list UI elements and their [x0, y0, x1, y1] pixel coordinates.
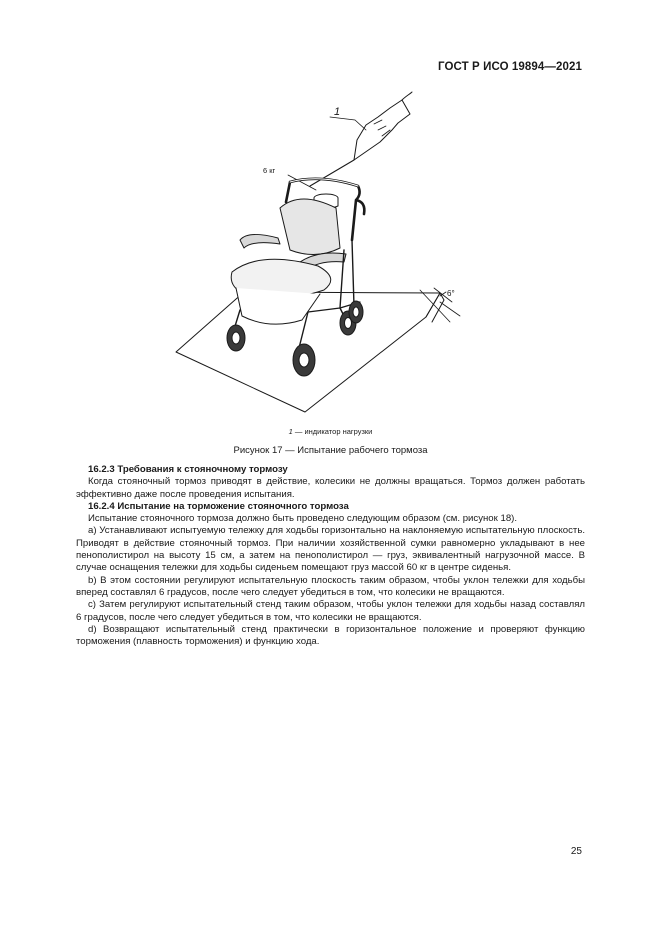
paragraph: Испытание стояночного тормоза должно быть проведено следующим образом (см. рисунок 18).	[88, 513, 518, 525]
weight-label: 6 кг	[263, 166, 276, 175]
wheel-front-right	[349, 301, 363, 323]
body-text	[76, 464, 585, 648]
callout-number: 1	[334, 106, 341, 118]
wheel-rear-left	[227, 325, 245, 351]
section-heading: 16.2.4 Испытание на торможение стояночного тормоза	[88, 500, 349, 512]
angle-label: 6°	[447, 289, 455, 298]
paragraph: d) Возвращают испытательный стенд практически в горизонтальное положение и проверяют функцию торможения (плавность торможения) и функцию хода.	[76, 623, 585, 648]
paragraph: Когда стояночный тормоз приводят в действие, колесики не должны вращаться. Тормоз должен работать эффективно даже после проведения испытания.	[76, 476, 585, 500]
page-number: 25	[570, 846, 582, 857]
figure-caption: Рисунок 17 — Испытание рабочего тормоза	[233, 445, 428, 456]
paragraph: c) Затем регулируют испытательный стенд таким образом, чтобы уклон тележки для ходьбы назад составлял 6 градусов, после чего следует убедиться в том, что колесики не вращаются.	[76, 599, 585, 623]
figure-legend	[0, 427, 661, 436]
legend-number: 1	[288, 427, 293, 436]
paragraph: a) Устанавливают испытуемую тележку для ходьбы горизонтально на наклоняемую испытательную плоскость. Приводят в действие стояночный тормоз. При наличии хозяйственной сумки равномерно укладывают в нее пенополистирол на высоту 15 см, а затем на пенополистирол — груз, эквивалентный нагрузочной массе. В случае оснащения тележки для ходьбы сиденьем помещают груз массой 60 кг в центре сиденья.	[76, 525, 585, 574]
paragraph: b) В этом состоянии регулируют испытательную плоскость таким образом, чтобы уклон тележки для ходьбы вперед составлял 6 градусов, после чего следует убедиться в том, что колесики не вращаются.	[76, 574, 585, 598]
legend-text: — индикатор нагрузки	[292, 427, 373, 436]
walker-armrest-left	[240, 234, 280, 248]
section-heading: 16.2.3 Требования к стояночному тормозу	[88, 464, 288, 475]
wheel-front-left	[293, 344, 315, 376]
standard-header: ГОСТ Р ИСО 19894—2021	[437, 61, 582, 73]
figure-illustration	[140, 90, 480, 420]
hand-load-indicator	[310, 92, 412, 186]
walker-backrest	[280, 199, 340, 255]
